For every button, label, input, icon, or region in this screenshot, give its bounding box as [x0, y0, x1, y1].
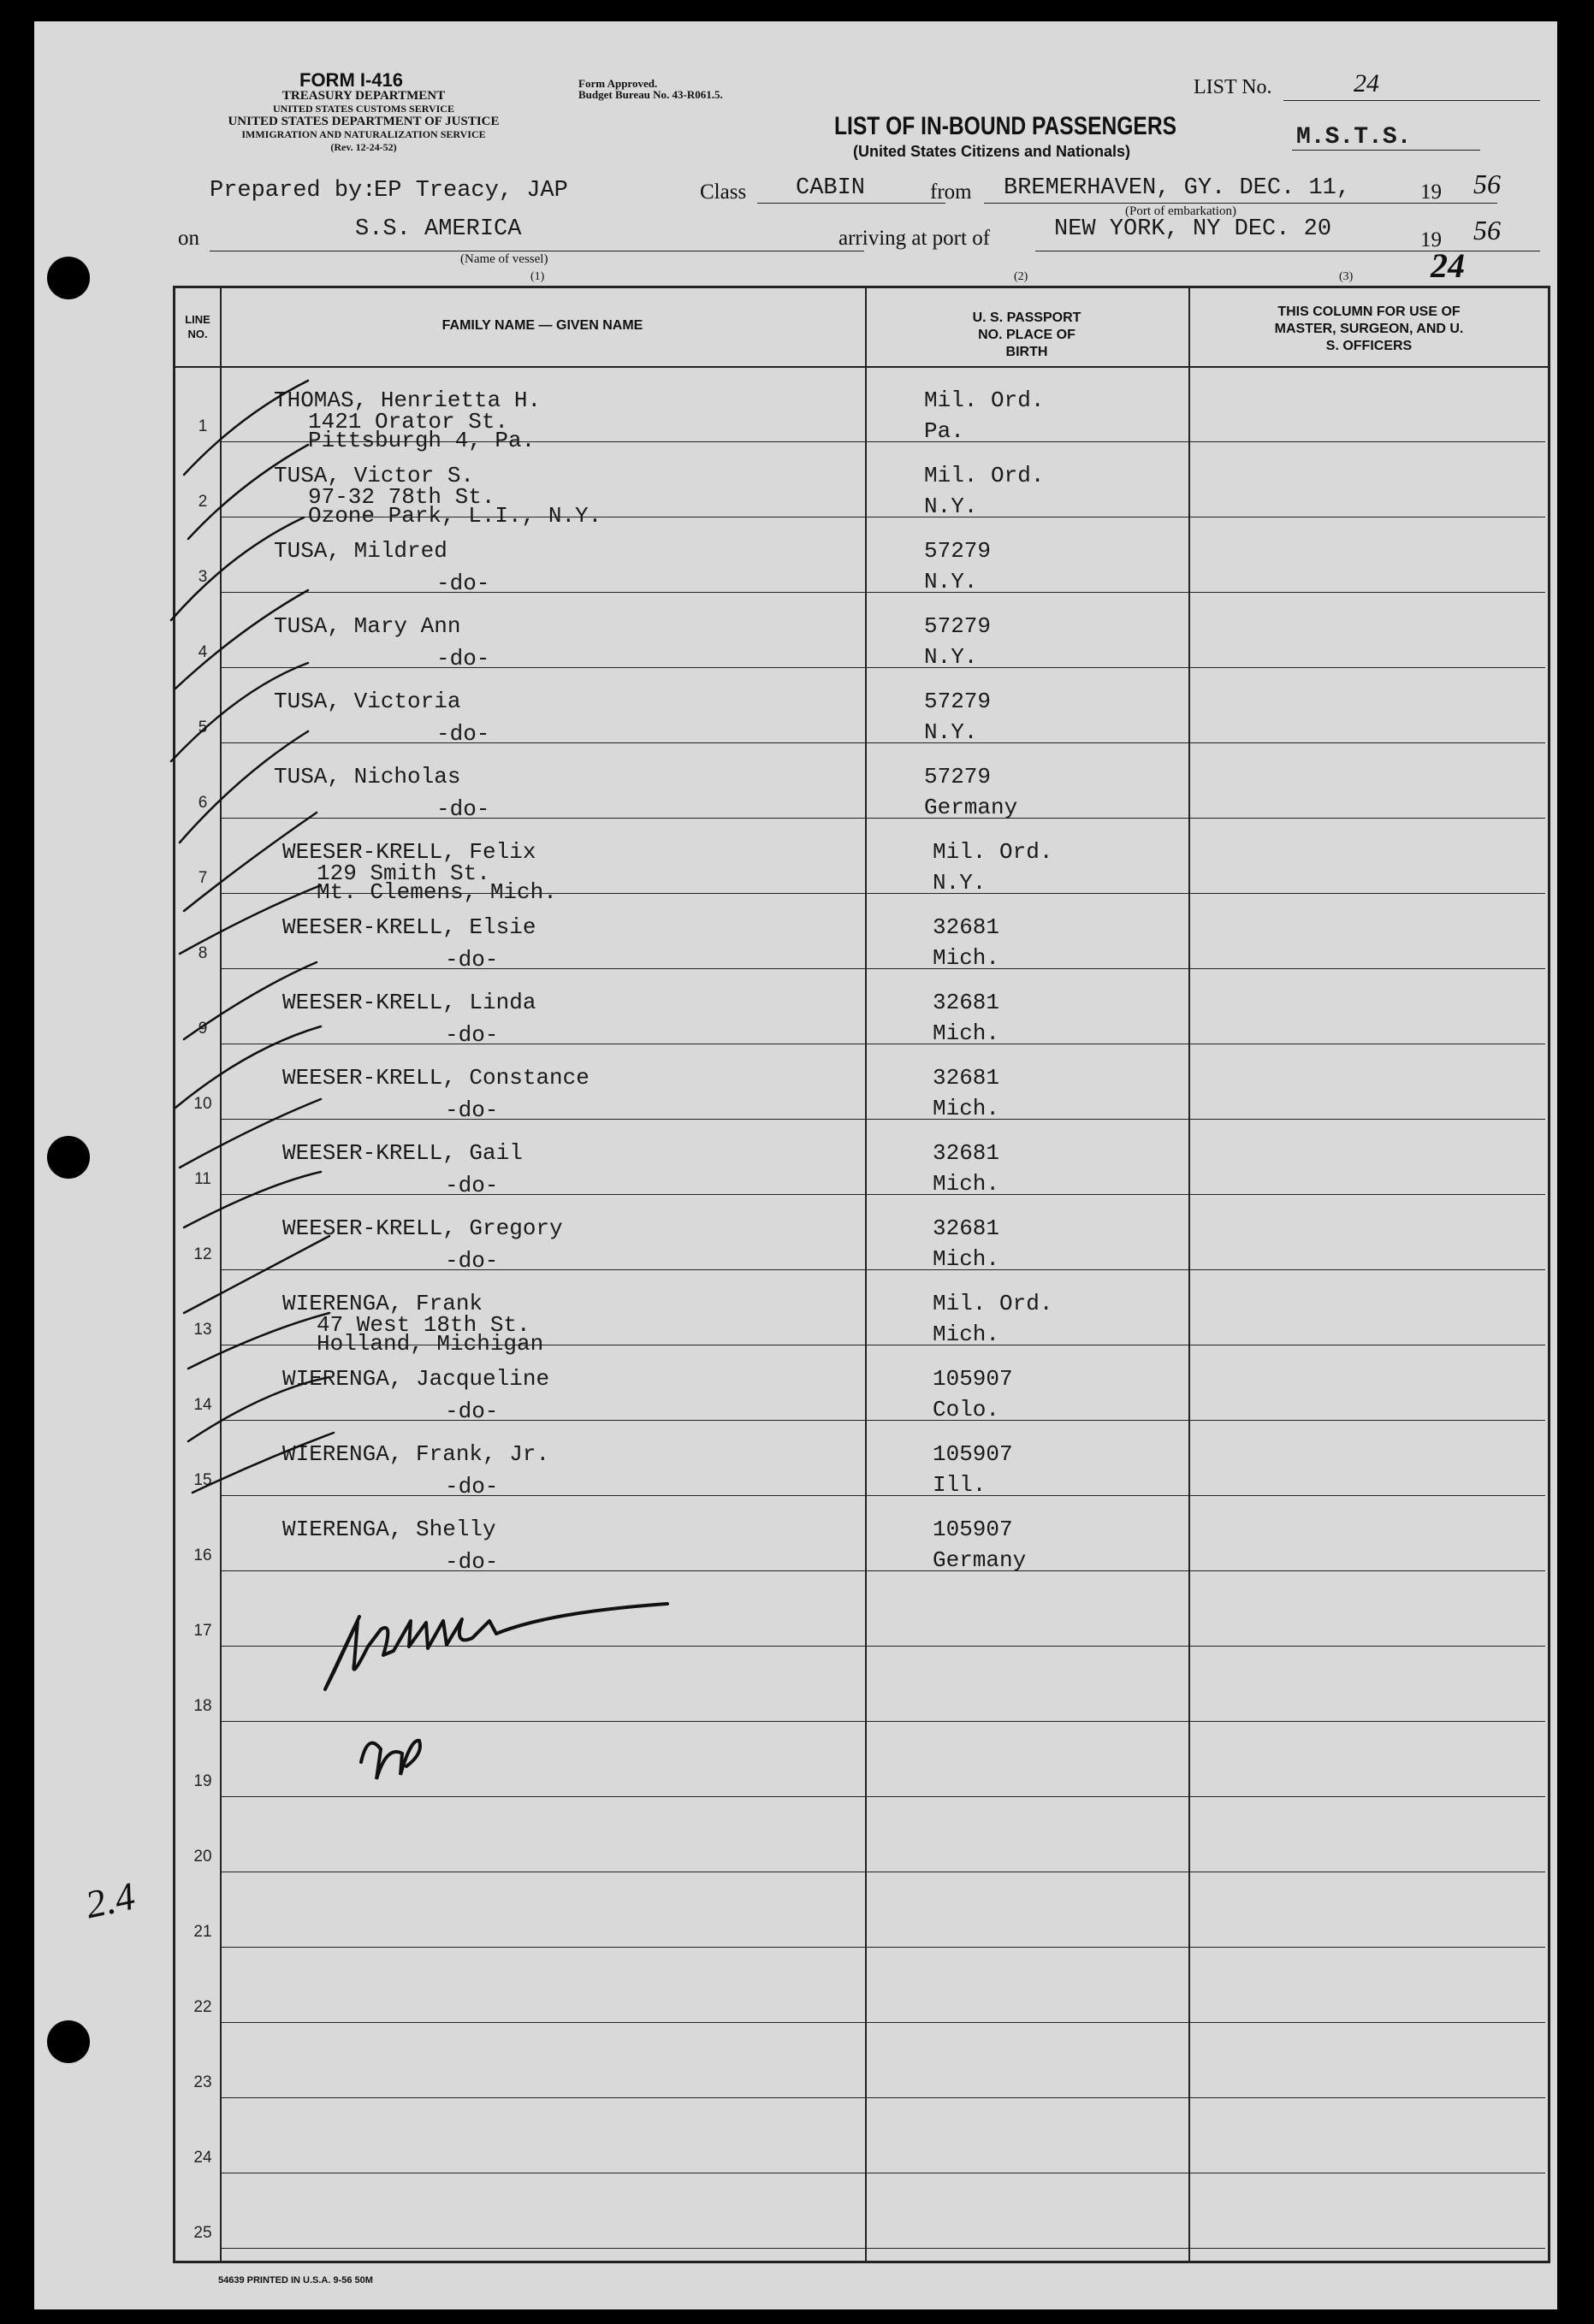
- approval-block: [578, 78, 723, 100]
- family-given-name: WEESER-KRELL, Gail: [282, 1140, 523, 1166]
- passport-number: 57279: [924, 764, 992, 789]
- class-underline: [757, 203, 945, 204]
- vessel-name: S.S. AMERICA: [355, 216, 522, 242]
- line-number: 15: [193, 1471, 212, 1489]
- col-marker-2: (2): [1014, 270, 1028, 283]
- on-label: on: [178, 227, 199, 250]
- passport-birthplace: [924, 689, 991, 744]
- list-no-label: LIST No.: [1194, 76, 1272, 98]
- place-of-birth: Mich.: [933, 1020, 1000, 1046]
- passport-number: 105907: [933, 1517, 1013, 1542]
- ditto-mark: -do-: [445, 1399, 499, 1424]
- row-rule: [222, 2097, 1545, 2098]
- arrival-port: NEW YORK, NY DEC. 20: [1054, 216, 1332, 242]
- place-of-birth: N.Y.: [924, 569, 978, 594]
- arrival-year: 56: [1473, 215, 1501, 245]
- class-label: Class: [700, 180, 747, 204]
- place-of-birth: Colo.: [933, 1397, 1000, 1422]
- address-line: Ozone Park, L.I., N.Y.: [308, 503, 602, 529]
- passport-number: 32681: [933, 914, 1000, 940]
- address-line: Mt. Clemens, Mich.: [317, 879, 557, 905]
- passport-birthplace: [933, 840, 1052, 895]
- arrival-date-correction: 24: [1431, 246, 1465, 285]
- line-number: 7: [198, 869, 208, 887]
- ditto-mark: -do-: [436, 646, 490, 671]
- approval-line: Budget Bureau No. 43-R061.5.: [578, 88, 723, 101]
- line-number: 25: [193, 2224, 212, 2242]
- passport-birthplace: [924, 614, 991, 669]
- form-title: LIST OF IN-BOUND PASSENGERS: [834, 112, 1177, 140]
- agency-line: (Rev. 12-24-52): [330, 141, 397, 153]
- handwritten-signature: [291, 1570, 736, 1809]
- place-of-birth: Mich.: [933, 945, 1000, 971]
- place-of-birth: N.Y.: [933, 870, 987, 896]
- check-marks: [137, 364, 342, 1604]
- address-line: 47 West 18th St.: [317, 1312, 530, 1338]
- passport-birthplace: [933, 1216, 999, 1271]
- passport-number: Mil. Ord.: [924, 463, 1045, 488]
- family-given-name: TUSA, Nicholas: [274, 764, 461, 789]
- family-given-name: WEESER-KRELL, Constance: [282, 1065, 590, 1091]
- ditto-mark: -do-: [445, 1022, 499, 1048]
- form-subtitle: (United States Citizens and Nationals): [853, 143, 1131, 160]
- prepared-by-label: Prepared by:: [210, 178, 376, 204]
- ditto-mark: -do-: [445, 1549, 499, 1575]
- arrival-year-prefix: 19: [1420, 228, 1442, 251]
- family-given-name: WEESER-KRELL, Elsie: [282, 914, 536, 940]
- form-number: FORM I-416: [299, 69, 404, 91]
- line-number: 2: [198, 493, 208, 511]
- passport-birthplace: [924, 464, 1044, 518]
- passenger-list-form: [34, 21, 1557, 2309]
- passport-number: Mil. Ord.: [924, 387, 1045, 413]
- place-of-birth: N.Y.: [924, 644, 978, 670]
- agency-line: UNITED STATES DEPARTMENT OF JUSTICE: [228, 115, 500, 128]
- passport-number: 32681: [933, 1215, 1000, 1241]
- line-number: 8: [198, 944, 208, 962]
- line-number: 4: [198, 643, 208, 661]
- family-given-name: WIERENGA, Jacqueline: [282, 1366, 550, 1392]
- place-of-birth: Ill.: [933, 1472, 987, 1498]
- header-bottom-rule: [173, 366, 1548, 368]
- from-value: BREMERHAVEN, GY. DEC. 11,: [1004, 175, 1351, 201]
- approval-line: Form Approved.: [578, 77, 658, 90]
- passport-birthplace: [933, 991, 999, 1045]
- from-year: 56: [1473, 169, 1501, 199]
- line-number: 13: [193, 1321, 212, 1339]
- agency-block: [180, 90, 548, 154]
- header-line-no: LINE NO.: [185, 313, 210, 340]
- family-given-name: WIERENGA, Shelly: [282, 1517, 496, 1542]
- line-number: 23: [193, 2073, 212, 2091]
- passport-birthplace: [924, 539, 991, 594]
- passport-number: 105907: [933, 1441, 1013, 1467]
- printer-footer: 54639 PRINTED IN U.S.A. 9-56 50M: [218, 2275, 373, 2286]
- address-line: 129 Smith St.: [317, 860, 490, 886]
- family-given-name: WIERENGA, Frank: [282, 1291, 483, 1316]
- place-of-birth: Mich.: [933, 1322, 1000, 1347]
- list-no-value: 24: [1354, 69, 1379, 98]
- passport-number: 57279: [924, 538, 992, 564]
- place-of-birth: Germany: [933, 1547, 1027, 1573]
- family-given-name: WEESER-KRELL, Gregory: [282, 1215, 563, 1241]
- address-line: 97-32 78th St.: [308, 484, 495, 510]
- line-number: 16: [193, 1546, 212, 1564]
- family-given-name: TUSA, Mildred: [274, 538, 447, 564]
- prepared-by-value: EP Treacy, JAP: [374, 178, 568, 204]
- msts-underline: [1292, 150, 1480, 151]
- line-number: 14: [193, 1396, 212, 1414]
- from-year-prefix: 19: [1420, 180, 1442, 204]
- line-number: 17: [193, 1622, 212, 1640]
- family-given-name: TUSA, Victoria: [274, 689, 461, 714]
- col-marker-3: (3): [1339, 270, 1354, 283]
- header-officers: THIS COLUMN FOR USE OF MASTER, SURGEON, AND U. S. OFFICERS: [1274, 305, 1464, 353]
- family-given-name: WEESER-KRELL, Felix: [282, 839, 536, 865]
- row-rule: [222, 1947, 1545, 1948]
- place-of-birth: Mich.: [933, 1096, 1000, 1121]
- ditto-mark: -do-: [445, 1097, 499, 1123]
- address-line: 1421 Orator St.: [308, 409, 509, 435]
- row-rule: [222, 2248, 1545, 2249]
- ditto-mark: -do-: [445, 1248, 499, 1274]
- passport-number: Mil. Ord.: [933, 1291, 1053, 1316]
- line-number: 11: [194, 1170, 211, 1188]
- passport-number: 105907: [933, 1366, 1013, 1392]
- passport-number: 32681: [933, 1065, 1000, 1091]
- ditto-mark: -do-: [436, 721, 490, 747]
- family-given-name: TUSA, Mary Ann: [274, 613, 461, 639]
- header-passport: U. S. PASSPORT NO. PLACE OF BIRTH: [972, 310, 1081, 359]
- line-number: 10: [193, 1095, 212, 1113]
- line-number: 20: [193, 1848, 212, 1866]
- passport-birthplace: [933, 1517, 1026, 1572]
- passport-number: 57279: [924, 689, 992, 714]
- passport-birthplace: [933, 1292, 1052, 1346]
- header-family-name: FAMILY NAME — GIVEN NAME: [441, 318, 643, 333]
- line-number: 12: [193, 1245, 212, 1263]
- line-number: 6: [198, 794, 208, 812]
- line-number: 24: [193, 2149, 212, 2167]
- passport-birthplace: [933, 915, 999, 970]
- punch-hole-bottom: [47, 2020, 90, 2063]
- ditto-mark: -do-: [436, 571, 490, 596]
- punch-hole-middle: [47, 1136, 90, 1179]
- passport-birthplace: [933, 1066, 999, 1121]
- ditto-mark: -do-: [436, 796, 490, 822]
- place-of-birth: N.Y.: [924, 719, 978, 745]
- arriving-label: arriving at port of: [838, 227, 991, 250]
- list-no-underline: [1283, 100, 1540, 101]
- line-number: 18: [193, 1697, 212, 1715]
- line-number: 21: [193, 1923, 212, 1941]
- class-value: CABIN: [796, 175, 866, 201]
- passport-number: 32681: [933, 990, 1000, 1015]
- line-number: 3: [198, 568, 208, 586]
- passport-birthplace: [933, 1442, 1013, 1497]
- passport-birthplace: [924, 388, 1044, 443]
- line-number: 22: [193, 1998, 212, 2016]
- col-divider-name: [865, 286, 867, 2261]
- margin-note: 2.4: [81, 1873, 139, 1927]
- family-given-name: WIERENGA, Frank, Jr.: [282, 1441, 550, 1467]
- place-of-birth: Pa.: [924, 418, 964, 444]
- vessel-caption: (Name of vessel): [460, 252, 548, 266]
- port-embark-caption: (Port of embarkation): [1125, 204, 1236, 218]
- family-given-name: WEESER-KRELL, Linda: [282, 990, 536, 1015]
- agency-line: IMMIGRATION AND NATURALIZATION SERVICE: [241, 128, 486, 140]
- from-label: from: [930, 180, 972, 204]
- ditto-mark: -do-: [445, 1173, 499, 1198]
- row-rule: [222, 2022, 1545, 2023]
- agency-line: UNITED STATES CUSTOMS SERVICE: [273, 103, 454, 115]
- address-line: Holland, Michigan: [317, 1331, 544, 1357]
- passport-birthplace: [924, 765, 1017, 819]
- col-marker-1: (1): [530, 270, 545, 283]
- line-number: 1: [198, 417, 208, 435]
- col-divider-passport: [1188, 286, 1190, 2261]
- line-number: 9: [198, 1020, 208, 1038]
- place-of-birth: Mich.: [933, 1171, 1000, 1197]
- ditto-mark: -do-: [445, 1474, 499, 1499]
- family-given-name: TUSA, Victor S.: [274, 463, 475, 488]
- punch-hole-top: [47, 257, 90, 299]
- place-of-birth: Germany: [924, 795, 1018, 820]
- passport-number: Mil. Ord.: [933, 839, 1053, 865]
- line-number: 5: [198, 718, 208, 736]
- msts-stamp: M.S.T.S.: [1296, 124, 1412, 151]
- passport-number: 32681: [933, 1140, 1000, 1166]
- place-of-birth: N.Y.: [924, 494, 978, 519]
- ditto-mark: -do-: [445, 947, 499, 973]
- passport-birthplace: [933, 1367, 1013, 1422]
- agency-line: TREASURY DEPARTMENT: [281, 89, 446, 103]
- place-of-birth: Mich.: [933, 1246, 1000, 1272]
- passport-birthplace: [933, 1141, 999, 1196]
- passport-number: 57279: [924, 613, 992, 639]
- family-given-name: THOMAS, Henrietta H.: [274, 387, 542, 413]
- line-number: 19: [193, 1772, 212, 1790]
- address-line: Pittsburgh 4, Pa.: [308, 428, 536, 453]
